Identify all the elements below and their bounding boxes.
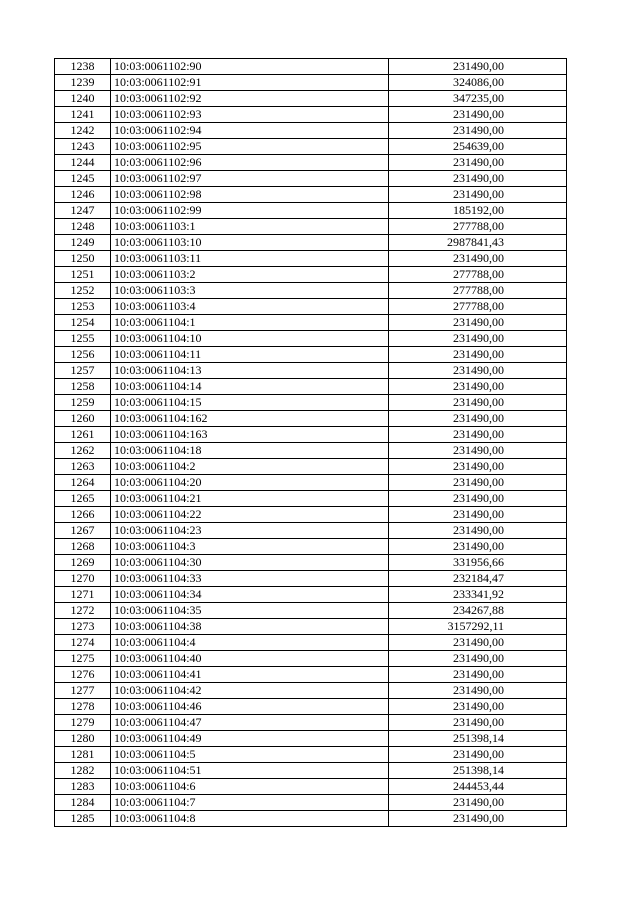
value-cell: 244453,44 xyxy=(389,779,567,795)
table-row xyxy=(55,731,567,747)
row-number-cell: 1277 xyxy=(55,683,111,699)
cadastral-number-cell: 10:03:0061104:42 xyxy=(111,683,389,699)
cadastral-number-cell: 10:03:0061102:95 xyxy=(111,139,389,155)
value-cell: 231490,00 xyxy=(389,459,567,475)
value-cell: 277788,00 xyxy=(389,299,567,315)
value-cell: 231490,00 xyxy=(389,491,567,507)
row-number-cell: 1258 xyxy=(55,379,111,395)
row-number-cell: 1284 xyxy=(55,795,111,811)
value-cell: 231490,00 xyxy=(389,699,567,715)
cadastral-number-cell: 10:03:0061104:35 xyxy=(111,603,389,619)
table-row xyxy=(55,587,567,603)
row-number-cell: 1251 xyxy=(55,267,111,283)
value-cell: 185192,00 xyxy=(389,203,567,219)
cadastral-number-cell: 10:03:0061104:15 xyxy=(111,395,389,411)
table-row xyxy=(55,267,567,283)
cadastral-number-cell: 10:03:0061104:34 xyxy=(111,587,389,603)
cadastral-number-cell: 10:03:0061104:21 xyxy=(111,491,389,507)
table-row xyxy=(55,667,567,683)
value-cell: 231490,00 xyxy=(389,331,567,347)
table-row xyxy=(55,427,567,443)
value-cell: 231490,00 xyxy=(389,395,567,411)
row-number-cell: 1247 xyxy=(55,203,111,219)
cadastral-number-cell: 10:03:0061102:91 xyxy=(111,75,389,91)
table-row xyxy=(55,619,567,635)
value-cell: 233341,92 xyxy=(389,587,567,603)
row-number-cell: 1261 xyxy=(55,427,111,443)
cadastral-number-cell: 10:03:0061104:4 xyxy=(111,635,389,651)
cadastral-number-cell: 10:03:0061104:23 xyxy=(111,523,389,539)
value-cell: 231490,00 xyxy=(389,187,567,203)
cadastral-number-cell: 10:03:0061104:13 xyxy=(111,363,389,379)
row-number-cell: 1273 xyxy=(55,619,111,635)
row-number-cell: 1283 xyxy=(55,779,111,795)
row-number-cell: 1279 xyxy=(55,715,111,731)
row-number-cell: 1254 xyxy=(55,315,111,331)
row-number-cell: 1257 xyxy=(55,363,111,379)
cadastral-number-cell: 10:03:0061104:11 xyxy=(111,347,389,363)
cadastral-number-cell: 10:03:0061104:46 xyxy=(111,699,389,715)
table-row xyxy=(55,779,567,795)
table-row xyxy=(55,299,567,315)
row-number-cell: 1262 xyxy=(55,443,111,459)
table-row xyxy=(55,507,567,523)
value-cell: 231490,00 xyxy=(389,59,567,75)
row-number-cell: 1265 xyxy=(55,491,111,507)
table-row xyxy=(55,395,567,411)
value-cell: 231490,00 xyxy=(389,683,567,699)
value-cell: 231490,00 xyxy=(389,411,567,427)
row-number-cell: 1239 xyxy=(55,75,111,91)
cadastral-number-cell: 10:03:0061102:99 xyxy=(111,203,389,219)
row-number-cell: 1260 xyxy=(55,411,111,427)
table-row xyxy=(55,219,567,235)
value-cell: 231490,00 xyxy=(389,523,567,539)
row-number-cell: 1276 xyxy=(55,667,111,683)
table-row xyxy=(55,459,567,475)
table-row xyxy=(55,763,567,779)
value-cell: 347235,00 xyxy=(389,91,567,107)
table-row xyxy=(55,107,567,123)
cadastral-number-cell: 10:03:0061103:2 xyxy=(111,267,389,283)
value-cell: 231490,00 xyxy=(389,107,567,123)
table-row xyxy=(55,603,567,619)
cadastral-number-cell: 10:03:0061104:7 xyxy=(111,795,389,811)
row-number-cell: 1280 xyxy=(55,731,111,747)
table-row xyxy=(55,235,567,251)
value-cell: 277788,00 xyxy=(389,219,567,235)
value-cell: 231490,00 xyxy=(389,347,567,363)
value-cell: 231490,00 xyxy=(389,539,567,555)
value-cell: 231490,00 xyxy=(389,155,567,171)
cadastral-number-cell: 10:03:0061104:33 xyxy=(111,571,389,587)
table-body xyxy=(55,59,567,827)
row-number-cell: 1275 xyxy=(55,651,111,667)
value-cell: 231490,00 xyxy=(389,811,567,827)
table-row xyxy=(55,139,567,155)
row-number-cell: 1256 xyxy=(55,347,111,363)
cadastral-number-cell: 10:03:0061104:10 xyxy=(111,331,389,347)
value-cell: 231490,00 xyxy=(389,251,567,267)
table-row xyxy=(55,379,567,395)
value-cell: 251398,14 xyxy=(389,763,567,779)
row-number-cell: 1259 xyxy=(55,395,111,411)
value-cell: 231490,00 xyxy=(389,667,567,683)
table-row xyxy=(55,523,567,539)
cadastral-number-cell: 10:03:0061104:40 xyxy=(111,651,389,667)
table-row xyxy=(55,715,567,731)
row-number-cell: 1269 xyxy=(55,555,111,571)
value-cell: 254639,00 xyxy=(389,139,567,155)
cadastral-number-cell: 10:03:0061104:30 xyxy=(111,555,389,571)
value-cell: 231490,00 xyxy=(389,747,567,763)
row-number-cell: 1242 xyxy=(55,123,111,139)
row-number-cell: 1249 xyxy=(55,235,111,251)
row-number-cell: 1282 xyxy=(55,763,111,779)
row-number-cell: 1246 xyxy=(55,187,111,203)
cadastral-number-cell: 10:03:0061104:3 xyxy=(111,539,389,555)
cadastral-number-cell: 10:03:0061104:8 xyxy=(111,811,389,827)
table-row xyxy=(55,203,567,219)
table-row xyxy=(55,331,567,347)
value-cell: 324086,00 xyxy=(389,75,567,91)
cadastral-number-cell: 10:03:0061104:22 xyxy=(111,507,389,523)
cadastral-number-cell: 10:03:0061104:14 xyxy=(111,379,389,395)
table-row xyxy=(55,699,567,715)
table-row xyxy=(55,75,567,91)
row-number-cell: 1240 xyxy=(55,91,111,107)
table-row xyxy=(55,347,567,363)
table-row xyxy=(55,539,567,555)
value-cell: 231490,00 xyxy=(389,171,567,187)
row-number-cell: 1270 xyxy=(55,571,111,587)
table-row xyxy=(55,155,567,171)
value-cell: 231490,00 xyxy=(389,651,567,667)
value-cell: 3157292,11 xyxy=(389,619,567,635)
cadastral-number-cell: 10:03:0061104:163 xyxy=(111,427,389,443)
value-cell: 232184,47 xyxy=(389,571,567,587)
row-number-cell: 1241 xyxy=(55,107,111,123)
table-row xyxy=(55,59,567,75)
row-number-cell: 1245 xyxy=(55,171,111,187)
cadastral-number-cell: 10:03:0061102:92 xyxy=(111,91,389,107)
value-cell: 231490,00 xyxy=(389,427,567,443)
value-cell: 231490,00 xyxy=(389,795,567,811)
row-number-cell: 1252 xyxy=(55,283,111,299)
cadastral-number-cell: 10:03:0061104:49 xyxy=(111,731,389,747)
value-cell: 234267,88 xyxy=(389,603,567,619)
row-number-cell: 1248 xyxy=(55,219,111,235)
row-number-cell: 1266 xyxy=(55,507,111,523)
row-number-cell: 1253 xyxy=(55,299,111,315)
row-number-cell: 1281 xyxy=(55,747,111,763)
row-number-cell: 1274 xyxy=(55,635,111,651)
cadastral-number-cell: 10:03:0061104:18 xyxy=(111,443,389,459)
cadastral-number-cell: 10:03:0061102:93 xyxy=(111,107,389,123)
value-cell: 231490,00 xyxy=(389,363,567,379)
cadastral-number-cell: 10:03:0061103:11 xyxy=(111,251,389,267)
table-row xyxy=(55,315,567,331)
cadastral-number-cell: 10:03:0061102:98 xyxy=(111,187,389,203)
table-row xyxy=(55,363,567,379)
table-row xyxy=(55,443,567,459)
table-row xyxy=(55,795,567,811)
value-cell: 231490,00 xyxy=(389,715,567,731)
cadastral-number-cell: 10:03:0061103:4 xyxy=(111,299,389,315)
cadastral-number-cell: 10:03:0061104:6 xyxy=(111,779,389,795)
table-row xyxy=(55,651,567,667)
row-number-cell: 1250 xyxy=(55,251,111,267)
cadastral-number-cell: 10:03:0061104:5 xyxy=(111,747,389,763)
cadastral-number-cell: 10:03:0061103:10 xyxy=(111,235,389,251)
value-cell: 331956,66 xyxy=(389,555,567,571)
value-cell: 231490,00 xyxy=(389,475,567,491)
row-number-cell: 1278 xyxy=(55,699,111,715)
table-row xyxy=(55,123,567,139)
row-number-cell: 1263 xyxy=(55,459,111,475)
value-cell: 2987841,43 xyxy=(389,235,567,251)
value-cell: 231490,00 xyxy=(389,315,567,331)
value-cell: 277788,00 xyxy=(389,267,567,283)
row-number-cell: 1285 xyxy=(55,811,111,827)
table-row xyxy=(55,187,567,203)
cadastral-number-cell: 10:03:0061104:51 xyxy=(111,763,389,779)
table-row xyxy=(55,747,567,763)
cadastral-number-cell: 10:03:0061104:20 xyxy=(111,475,389,491)
cadastral-number-cell: 10:03:0061104:47 xyxy=(111,715,389,731)
cadastral-number-cell: 10:03:0061102:90 xyxy=(111,59,389,75)
row-number-cell: 1244 xyxy=(55,155,111,171)
row-number-cell: 1264 xyxy=(55,475,111,491)
row-number-cell: 1267 xyxy=(55,523,111,539)
row-number-cell: 1255 xyxy=(55,331,111,347)
table-row xyxy=(55,91,567,107)
row-number-cell: 1268 xyxy=(55,539,111,555)
table-row xyxy=(55,811,567,827)
value-cell: 231490,00 xyxy=(389,507,567,523)
table-row xyxy=(55,251,567,267)
table-row xyxy=(55,635,567,651)
cadastral-number-cell: 10:03:0061102:96 xyxy=(111,155,389,171)
cadastral-number-cell: 10:03:0061103:3 xyxy=(111,283,389,299)
table-row xyxy=(55,555,567,571)
table-row xyxy=(55,475,567,491)
cadastral-value-table xyxy=(54,58,567,827)
value-cell: 277788,00 xyxy=(389,283,567,299)
row-number-cell: 1271 xyxy=(55,587,111,603)
value-cell: 251398,14 xyxy=(389,731,567,747)
value-cell: 231490,00 xyxy=(389,379,567,395)
table-row xyxy=(55,491,567,507)
cadastral-number-cell: 10:03:0061104:38 xyxy=(111,619,389,635)
value-cell: 231490,00 xyxy=(389,635,567,651)
cadastral-number-cell: 10:03:0061104:1 xyxy=(111,315,389,331)
cadastral-number-cell: 10:03:0061103:1 xyxy=(111,219,389,235)
table-row xyxy=(55,171,567,187)
table-row xyxy=(55,571,567,587)
row-number-cell: 1272 xyxy=(55,603,111,619)
value-cell: 231490,00 xyxy=(389,443,567,459)
row-number-cell: 1243 xyxy=(55,139,111,155)
cadastral-number-cell: 10:03:0061104:162 xyxy=(111,411,389,427)
cadastral-number-cell: 10:03:0061104:41 xyxy=(111,667,389,683)
table-row xyxy=(55,683,567,699)
cadastral-number-cell: 10:03:0061102:94 xyxy=(111,123,389,139)
value-cell: 231490,00 xyxy=(389,123,567,139)
cadastral-number-cell: 10:03:0061104:2 xyxy=(111,459,389,475)
cadastral-number-cell: 10:03:0061102:97 xyxy=(111,171,389,187)
row-number-cell: 1238 xyxy=(55,59,111,75)
table-row xyxy=(55,283,567,299)
table-row xyxy=(55,411,567,427)
